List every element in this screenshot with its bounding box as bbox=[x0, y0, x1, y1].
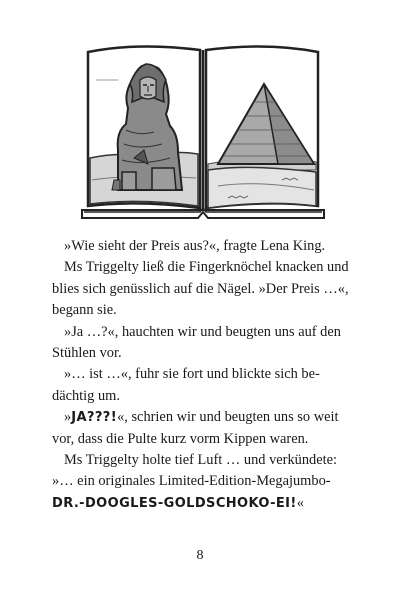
text-span: »Ja …?«, hauchten wir und beugten uns auf den Stühlen vor. bbox=[52, 323, 341, 362]
book-illustration bbox=[78, 40, 328, 225]
text-span: Ms Triggelty ließ die Fingerknöchel knacken und blies sich genüsslich auf die Nägel. »Der Preis …«, begann sie. bbox=[52, 259, 349, 319]
paragraph bbox=[52, 450, 356, 514]
text-span: »… ist …«, fuhr sie fort und blickte sich bedächtig um. bbox=[52, 366, 320, 404]
text-span: »Wie sieht der Preis aus?«, fragte Lena King. bbox=[64, 238, 326, 254]
sphinx-icon bbox=[88, 46, 200, 208]
shout-text: DR.-DOOGLES-GOLDSCHOKO-EI! bbox=[52, 495, 297, 511]
text-span: » bbox=[64, 409, 72, 426]
open-book-icon bbox=[78, 40, 328, 225]
text-span: « bbox=[296, 494, 304, 511]
text-span: «, schrien wir und beugten uns so weit vor, dass die Pulte kurz vorm Kippen waren. bbox=[52, 409, 339, 447]
paragraph bbox=[52, 364, 356, 407]
paragraph bbox=[52, 322, 356, 365]
pyramid-icon bbox=[206, 46, 318, 208]
text-span: Ms Triggelty holte tief Luft … und verkündete: »… ein originales Limited-Edition-Megajumbo- bbox=[52, 452, 337, 490]
paragraph bbox=[52, 236, 356, 257]
shout-text: JA???! bbox=[71, 410, 118, 426]
paragraph bbox=[52, 257, 356, 321]
page-number: 8 bbox=[196, 548, 204, 563]
paragraph bbox=[52, 407, 356, 450]
story-text bbox=[52, 236, 356, 514]
